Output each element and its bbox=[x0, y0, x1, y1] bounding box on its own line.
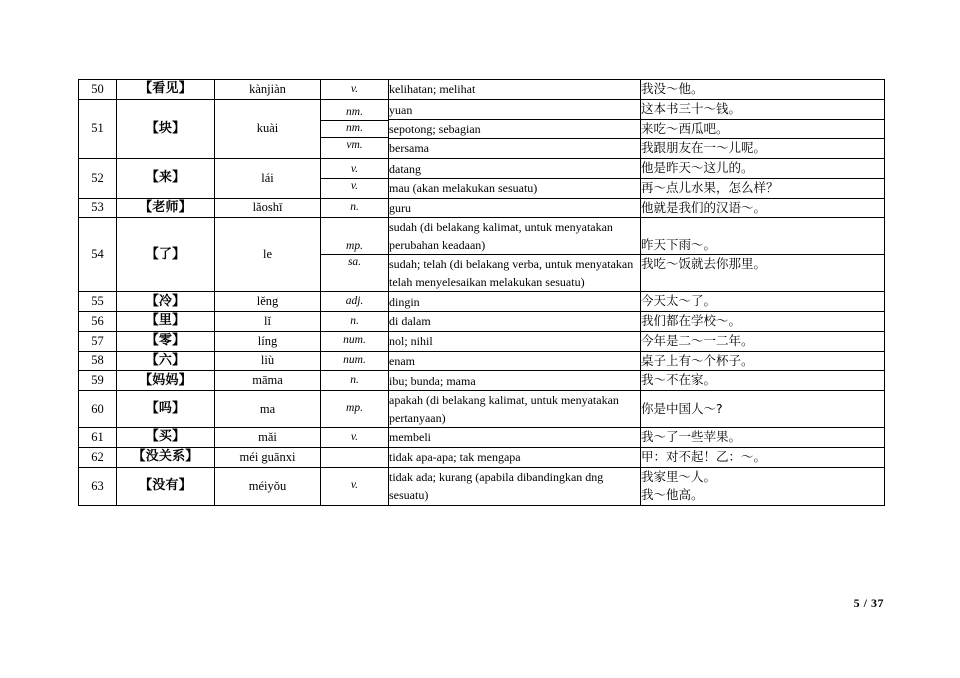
entry-word: 【里】 bbox=[117, 312, 215, 332]
entry-word: 【六】 bbox=[117, 351, 215, 371]
entry-pinyin: méi guānxi bbox=[215, 447, 321, 467]
entry-word: 【看见】 bbox=[117, 80, 215, 100]
entry-pinyin: méiyǒu bbox=[215, 467, 321, 506]
entry-pinyin: lǎoshī bbox=[215, 198, 321, 218]
cell-example bbox=[641, 80, 885, 100]
cell-example bbox=[641, 351, 885, 371]
entry-number: 63 bbox=[79, 467, 117, 506]
cell-definition: mau (akan melakukan sesuatu) bbox=[389, 178, 640, 197]
cell-definition: kelihatan; melihat bbox=[389, 80, 641, 100]
cell-example bbox=[641, 447, 885, 467]
sense-row bbox=[321, 121, 388, 138]
table-row bbox=[79, 80, 885, 100]
sense-row bbox=[641, 236, 884, 255]
entry-number: 58 bbox=[79, 351, 117, 371]
entry-word: 【买】 bbox=[117, 428, 215, 448]
cell-part-of-speech: adj. bbox=[321, 292, 389, 312]
example-line: 我家里～人。 bbox=[641, 468, 717, 484]
example-line: 今天太～了。 bbox=[641, 293, 717, 309]
entry-word: 【来】 bbox=[117, 159, 215, 199]
cell-part-of-speech: num. bbox=[321, 331, 389, 351]
entry-number: 55 bbox=[79, 292, 117, 312]
table-row bbox=[79, 428, 885, 448]
cell-example bbox=[641, 139, 884, 158]
sense-row bbox=[641, 139, 884, 158]
entry-pinyin: mǎi bbox=[215, 428, 321, 448]
page-number: 5 / 37 bbox=[853, 596, 884, 610]
part-of-speech-subtable bbox=[321, 105, 388, 154]
entry-word: 【块】 bbox=[117, 99, 215, 158]
example-subtable bbox=[641, 159, 884, 198]
cell-example bbox=[641, 312, 885, 332]
table-row bbox=[79, 351, 885, 371]
cell-example bbox=[641, 428, 885, 448]
cell-definition: enam bbox=[389, 351, 641, 371]
example-line: 我没～他。 bbox=[641, 81, 704, 96]
entry-number: 53 bbox=[79, 198, 117, 218]
entry-number: 60 bbox=[79, 391, 117, 428]
entry-pinyin: lěng bbox=[215, 292, 321, 312]
table-row bbox=[79, 331, 885, 351]
table-row bbox=[79, 218, 885, 292]
entry-number: 51 bbox=[79, 99, 117, 158]
cell-part-of-speech: num. bbox=[321, 351, 389, 371]
sense-row bbox=[389, 138, 640, 157]
example-line: 他就是我们的汉语～。 bbox=[641, 199, 767, 215]
cell-example bbox=[641, 119, 884, 139]
entry-number: 56 bbox=[79, 312, 117, 332]
entry-pinyin: kànjiàn bbox=[215, 80, 321, 100]
entry-pinyin: líng bbox=[215, 331, 321, 351]
cell-definition bbox=[389, 99, 641, 158]
cell-definition bbox=[389, 159, 641, 199]
example-line: 我们都在学校～。 bbox=[641, 313, 742, 328]
example-line: 我跟朋友在一～儿呢。 bbox=[641, 140, 767, 156]
cell-definition: nol; nihil bbox=[389, 331, 641, 351]
table-row bbox=[79, 292, 885, 312]
definition-subtable bbox=[389, 218, 640, 291]
entry-number: 57 bbox=[79, 331, 117, 351]
cell-definition: dingin bbox=[389, 292, 641, 312]
entry-number: 62 bbox=[79, 447, 117, 467]
cell-definition bbox=[389, 218, 641, 292]
cell-example bbox=[641, 255, 884, 274]
cell-example bbox=[641, 100, 884, 119]
sense-row bbox=[389, 160, 640, 179]
cell-part-of-speech: v. bbox=[321, 178, 388, 194]
cell-part-of-speech: n. bbox=[321, 312, 389, 332]
cell-part-of-speech: v. bbox=[321, 428, 389, 448]
definition-subtable bbox=[389, 160, 640, 197]
example-line: 来吃～西瓜吧。 bbox=[641, 120, 729, 136]
cell-part-of-speech: n. bbox=[321, 198, 389, 218]
sense-row bbox=[641, 119, 884, 139]
sense-row bbox=[389, 101, 640, 120]
cell-definition: di dalam bbox=[389, 312, 641, 332]
entry-number: 52 bbox=[79, 159, 117, 199]
cell-part-of-speech: sa. bbox=[321, 255, 388, 271]
entry-pinyin: le bbox=[215, 218, 321, 292]
cell-definition: sudah (di belakang kalimat, untuk menyatakan perubahan keadaan) bbox=[389, 218, 640, 255]
example-line: 你是中国人～? bbox=[641, 400, 723, 416]
example-subtable bbox=[641, 236, 884, 275]
entry-pinyin: ma bbox=[215, 391, 321, 428]
sense-row bbox=[389, 255, 640, 292]
cell-part-of-speech: v. bbox=[321, 80, 389, 100]
entry-word: 【没关系】 bbox=[117, 447, 215, 467]
cell-definition: bersama bbox=[389, 138, 640, 157]
cell-example bbox=[641, 99, 885, 158]
cell-example bbox=[641, 371, 885, 391]
cell-example bbox=[641, 391, 885, 428]
cell-example bbox=[641, 159, 884, 178]
sense-row bbox=[641, 159, 884, 178]
sense-row bbox=[321, 105, 388, 121]
table-row bbox=[79, 467, 885, 506]
cell-part-of-speech: v. bbox=[321, 162, 388, 178]
cell-example bbox=[641, 159, 885, 199]
example-line: 今年是二～一二年。 bbox=[641, 332, 754, 348]
vocabulary-table-body bbox=[79, 80, 885, 506]
cell-part-of-speech bbox=[321, 447, 389, 467]
table-row bbox=[79, 159, 885, 199]
entry-word: 【了】 bbox=[117, 218, 215, 292]
example-subtable bbox=[641, 100, 884, 158]
entry-word: 【没有】 bbox=[117, 467, 215, 506]
sense-row bbox=[321, 255, 388, 271]
cell-definition: sepotong; sebagian bbox=[389, 119, 640, 138]
example-line: 这本书三十～钱。 bbox=[641, 100, 742, 116]
entry-word: 【妈妈】 bbox=[117, 371, 215, 391]
cell-part-of-speech: mp. bbox=[321, 239, 388, 255]
entry-pinyin: liù bbox=[215, 351, 321, 371]
sense-row bbox=[389, 119, 640, 138]
sense-row bbox=[321, 137, 388, 153]
example-line: 甲：对不起！乙：～。 bbox=[641, 448, 767, 464]
example-line: 我～了一些苹果。 bbox=[641, 429, 742, 444]
cell-definition: tidak ada; kurang (apabila dibandingkan dng sesuatu) bbox=[389, 467, 641, 506]
cell-example bbox=[641, 198, 885, 218]
cell-example bbox=[641, 292, 885, 312]
example-line: 他是昨天～这儿的。 bbox=[641, 160, 754, 175]
example-line: 昨天下雨～。 bbox=[641, 236, 717, 252]
sense-row bbox=[321, 162, 388, 178]
cell-part-of-speech: v. bbox=[321, 467, 389, 506]
sense-row bbox=[641, 100, 884, 119]
cell-example bbox=[641, 218, 885, 292]
entry-pinyin: māma bbox=[215, 371, 321, 391]
example-line: 我～他高。 bbox=[641, 487, 704, 503]
cell-definition: membeli bbox=[389, 428, 641, 448]
entry-pinyin: lái bbox=[215, 159, 321, 199]
table-row bbox=[79, 391, 885, 428]
sense-row bbox=[321, 178, 388, 194]
cell-definition: ibu; bunda; mama bbox=[389, 371, 641, 391]
entry-word: 【零】 bbox=[117, 331, 215, 351]
cell-definition: apakah (di belakang kalimat, untuk menyatakan pertanyaan) bbox=[389, 391, 641, 428]
cell-part-of-speech: nm. bbox=[321, 121, 388, 138]
table-row bbox=[79, 371, 885, 391]
cell-example bbox=[641, 178, 884, 197]
definition-subtable bbox=[389, 101, 640, 157]
cell-definition: sudah; telah (di belakang verba, untuk menyatakan telah menyelesaikan melakukan sesuatu) bbox=[389, 255, 640, 292]
cell-example bbox=[641, 236, 884, 255]
sense-row bbox=[321, 239, 388, 255]
table-row bbox=[79, 99, 885, 158]
part-of-speech-subtable bbox=[321, 239, 388, 271]
sense-row bbox=[389, 218, 640, 255]
cell-definition: datang bbox=[389, 160, 640, 179]
entry-number: 61 bbox=[79, 428, 117, 448]
example-line: 我～不在家。 bbox=[641, 372, 717, 388]
cell-part-of-speech: n. bbox=[321, 371, 389, 391]
example-line: 我吃～饭就去你那里。 bbox=[641, 256, 767, 272]
sense-row bbox=[641, 255, 884, 274]
entry-pinyin: kuài bbox=[215, 99, 321, 158]
entry-pinyin: lǐ bbox=[215, 312, 321, 332]
table-row bbox=[79, 198, 885, 218]
cell-part-of-speech: mp. bbox=[321, 391, 389, 428]
cell-example bbox=[641, 467, 885, 506]
entry-number: 54 bbox=[79, 218, 117, 292]
cell-part-of-speech bbox=[321, 99, 389, 158]
entry-word: 【吗】 bbox=[117, 391, 215, 428]
entry-number: 59 bbox=[79, 371, 117, 391]
cell-part-of-speech: nm. bbox=[321, 105, 388, 121]
cell-part-of-speech: vm. bbox=[321, 137, 388, 153]
cell-definition: guru bbox=[389, 198, 641, 218]
entry-word: 【老师】 bbox=[117, 198, 215, 218]
cell-definition: yuan bbox=[389, 101, 640, 120]
cell-part-of-speech bbox=[321, 159, 389, 199]
vocabulary-table bbox=[78, 79, 885, 506]
part-of-speech-subtable bbox=[321, 162, 388, 194]
cell-definition: tidak apa-apa; tak mengapa bbox=[389, 447, 641, 467]
cell-example bbox=[641, 331, 885, 351]
example-line: 桌子上有～个杯子。 bbox=[641, 352, 754, 368]
entry-word: 【冷】 bbox=[117, 292, 215, 312]
table-row bbox=[79, 447, 885, 467]
sense-row bbox=[641, 178, 884, 197]
example-line: 再～点儿水果，怎么样？ bbox=[641, 179, 779, 195]
entry-number: 50 bbox=[79, 80, 117, 100]
cell-part-of-speech bbox=[321, 218, 389, 292]
sense-row bbox=[389, 178, 640, 197]
table-row bbox=[79, 312, 885, 332]
